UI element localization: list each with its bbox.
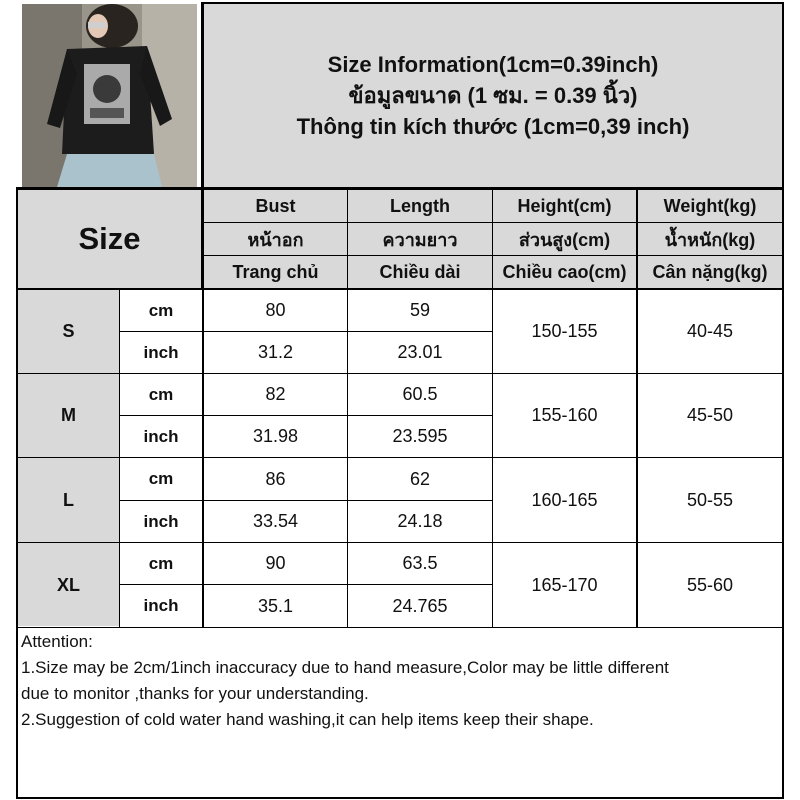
grid-line [636, 190, 638, 627]
grid-line [202, 2, 784, 4]
product-photo [22, 4, 197, 187]
bust-header-th: หน้าอก [247, 229, 304, 250]
weight-header-vi: Cân nặng(kg) [652, 261, 768, 282]
size-xl-bust-inch: 35.1 [257, 595, 294, 616]
size-s-inch-label: inch [143, 342, 179, 362]
size-l-bust-inch: 33.54 [252, 511, 299, 531]
title-vietnamese: Thông tin kích thước (1cm=0,39 inch) [296, 114, 690, 139]
size-s-weight: 40-45 [686, 321, 734, 341]
grid-line [16, 288, 784, 290]
size-xl-bust-cm: 90 [265, 553, 286, 573]
notes-heading: Attention: [21, 632, 93, 651]
grid-line [119, 331, 493, 332]
grid-line [119, 415, 493, 416]
bust-header-en: Bust [255, 195, 296, 216]
size-s-height: 150-155 [531, 321, 598, 341]
size-xl-length-cm: 63.5 [402, 553, 438, 573]
notes-line-1a: 1.Size may be 2cm/1inch inaccuracy due to hand measure,Color may be little different [21, 658, 669, 677]
height-header-en: Height(cm) [517, 195, 612, 216]
size-s-label: S [62, 321, 75, 341]
size-m-length-cm: 60.5 [402, 384, 438, 404]
grid-line [16, 187, 784, 190]
size-xl-inch-label: inch [143, 596, 179, 615]
size-s-length-cm: 59 [409, 300, 431, 320]
grid-line [119, 500, 493, 501]
grid-line [16, 373, 784, 374]
size-m-inch-label: inch [143, 426, 179, 446]
size-m-length-inch: 23.595 [392, 426, 448, 446]
height-header-vi: Chiều cao(cm) [502, 261, 627, 282]
size-l-length-inch: 24.18 [397, 511, 443, 531]
size-l-label: L [63, 489, 74, 510]
grid-line [16, 457, 784, 458]
size-m-height: 155-160 [531, 405, 598, 425]
grid-line [119, 584, 493, 585]
bust-header-vi: Trang chủ [232, 261, 319, 282]
size-header-label: Size [78, 221, 141, 256]
size-l-weight: 50-55 [686, 489, 734, 510]
length-header-th: ความยาว [382, 229, 458, 250]
title-thai: ข้อมูลขนาด (1 ซม. = 0.39 นิ้ว) [348, 83, 638, 108]
size-xl-label: XL [56, 574, 80, 595]
notes-line-1b: due to monitor ,thanks for your understanding. [21, 684, 369, 703]
size-s-bust-cm: 80 [265, 300, 286, 320]
grid-line [16, 627, 784, 628]
size-xl-length-inch: 24.765 [392, 595, 448, 616]
length-header-en: Length [390, 195, 450, 216]
size-l-bust-cm: 86 [265, 468, 286, 489]
grid-line [16, 797, 784, 799]
size-xl-weight: 55-60 [686, 574, 734, 595]
grid-line [202, 288, 204, 627]
title-english: Size Information(1cm=0.39inch) [327, 52, 659, 77]
grid-line [201, 2, 204, 288]
grid-line [119, 290, 120, 627]
weight-header-en: Weight(kg) [663, 195, 757, 216]
grid-line [202, 255, 784, 256]
size-m-weight: 45-50 [686, 405, 734, 425]
size-m-label: M [61, 405, 76, 425]
grid-line [16, 187, 18, 799]
size-xl-cm-label: cm [148, 553, 174, 573]
length-header-vi: Chiều dài [379, 261, 461, 282]
size-information-title [204, 4, 782, 187]
grid-line [16, 542, 784, 543]
size-s-length-inch: 23.01 [397, 342, 443, 362]
size-l-inch-label: inch [143, 511, 179, 531]
size-m-bust-inch: 31.98 [252, 426, 299, 446]
grid-line [202, 222, 784, 223]
weight-header-th: น้ำหนัก(kg) [664, 229, 756, 250]
grid-line [347, 190, 348, 627]
size-s-cm-label: cm [148, 300, 174, 320]
size-s-bust-inch: 31.2 [257, 342, 294, 362]
size-xl-height: 165-170 [531, 574, 598, 595]
size-m-bust-cm: 82 [265, 384, 286, 404]
height-header-th: ส่วนสูง(cm) [518, 229, 611, 250]
grid-line [782, 2, 784, 799]
size-l-height: 160-165 [531, 489, 598, 510]
size-m-cm-label: cm [148, 384, 174, 404]
attention-notes [18, 628, 782, 798]
notes-line-2: 2.Suggestion of cold water hand washing,it can help items keep their shape. [21, 710, 594, 729]
size-l-cm-label: cm [148, 469, 174, 488]
grid-line [492, 190, 493, 627]
size-l-length-cm: 62 [409, 468, 431, 489]
